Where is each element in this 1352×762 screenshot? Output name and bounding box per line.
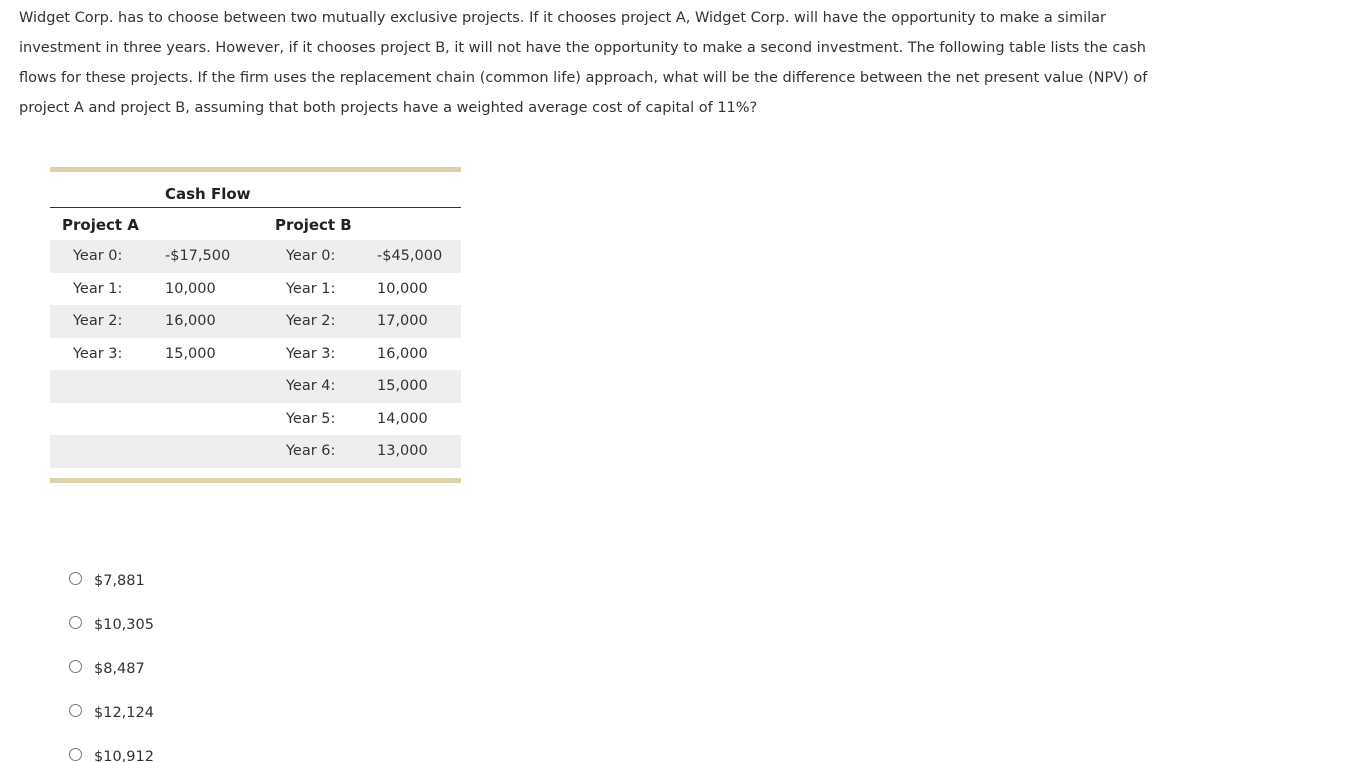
project-headings-row: [50, 208, 461, 240]
table-row: [50, 240, 461, 273]
project-b-cash-flow: 15,000: [377, 378, 428, 394]
project-b-year: Year 2:: [286, 313, 336, 329]
answer-choices: [69, 558, 154, 762]
project-b-cash-flow: 13,000: [377, 443, 428, 459]
project-a-cash-flow: 15,000: [165, 345, 216, 362]
answer-choice-label[interactable]: $12,124: [94, 705, 154, 721]
answer-choice[interactable]: [69, 558, 154, 602]
project-a-year: Year 3:: [73, 345, 123, 362]
question-text: Widget Corp. has to choose between two mutually exclusive projects. If it chooses project A, Widget Corp. will have the opportunity to make a similar investment in three years. However, if it chooses project B, it will not have the opportunity to make a second investment. The following table lists the cash flows for these projects. If the firm uses the replacement chain (common life) approach, what will be the difference between the net present value (NPV) of project A and project B, assuming that both projects have a weighted average cost of capital of 11%?: [19, 10, 1148, 116]
project-a-cash-flow: 10,000: [165, 280, 216, 297]
table-row: [50, 435, 461, 468]
project-b-year: Year 6:: [286, 443, 336, 459]
radio-button-icon[interactable]: [69, 572, 82, 585]
radio-button-icon[interactable]: [69, 660, 82, 673]
project-a-year: Year 1:: [73, 280, 123, 297]
radio-button-icon[interactable]: [69, 704, 82, 717]
table-row: [50, 370, 461, 403]
answer-choice-label[interactable]: $10,912: [94, 749, 154, 762]
project-b-cash-flow: 10,000: [377, 280, 428, 297]
table-bottom-rule: [50, 478, 461, 483]
answer-choice[interactable]: [69, 602, 154, 646]
project-b-heading: Project B: [275, 216, 352, 234]
answer-choice[interactable]: [69, 690, 154, 734]
answer-choice[interactable]: [69, 646, 154, 690]
cash-flow-heading: Cash Flow: [165, 185, 251, 203]
answer-choice-label[interactable]: $7,881: [94, 573, 145, 589]
project-a-cash-flow: -$17,500: [165, 248, 231, 264]
answer-choice-label[interactable]: $8,487: [94, 661, 145, 677]
radio-button-icon[interactable]: [69, 616, 82, 629]
table-row: [50, 338, 461, 371]
project-b-cash-flow: -$45,000: [377, 248, 443, 264]
project-a-year: Year 2:: [73, 313, 123, 329]
answer-choice[interactable]: [69, 734, 154, 762]
table-header: [50, 172, 461, 208]
radio-button-icon[interactable]: [69, 748, 82, 761]
cash-flow-table: [50, 167, 461, 483]
table-row: [50, 273, 461, 306]
project-b-year: Year 4:: [286, 378, 336, 394]
project-b-year: Year 1:: [286, 280, 336, 297]
project-b-year: Year 3:: [286, 345, 336, 362]
project-a-cash-flow: 16,000: [165, 313, 216, 329]
project-b-year: Year 0:: [286, 248, 336, 264]
project-b-cash-flow: 17,000: [377, 313, 428, 329]
answer-choice-label[interactable]: $10,305: [94, 617, 154, 633]
project-a-heading: Project A: [62, 216, 139, 234]
table-row: [50, 403, 461, 436]
project-b-cash-flow: 16,000: [377, 345, 428, 362]
project-a-year: Year 0:: [73, 248, 123, 264]
project-b-cash-flow: 14,000: [377, 410, 428, 427]
table-row: [50, 305, 461, 338]
project-b-year: Year 5:: [286, 410, 336, 427]
